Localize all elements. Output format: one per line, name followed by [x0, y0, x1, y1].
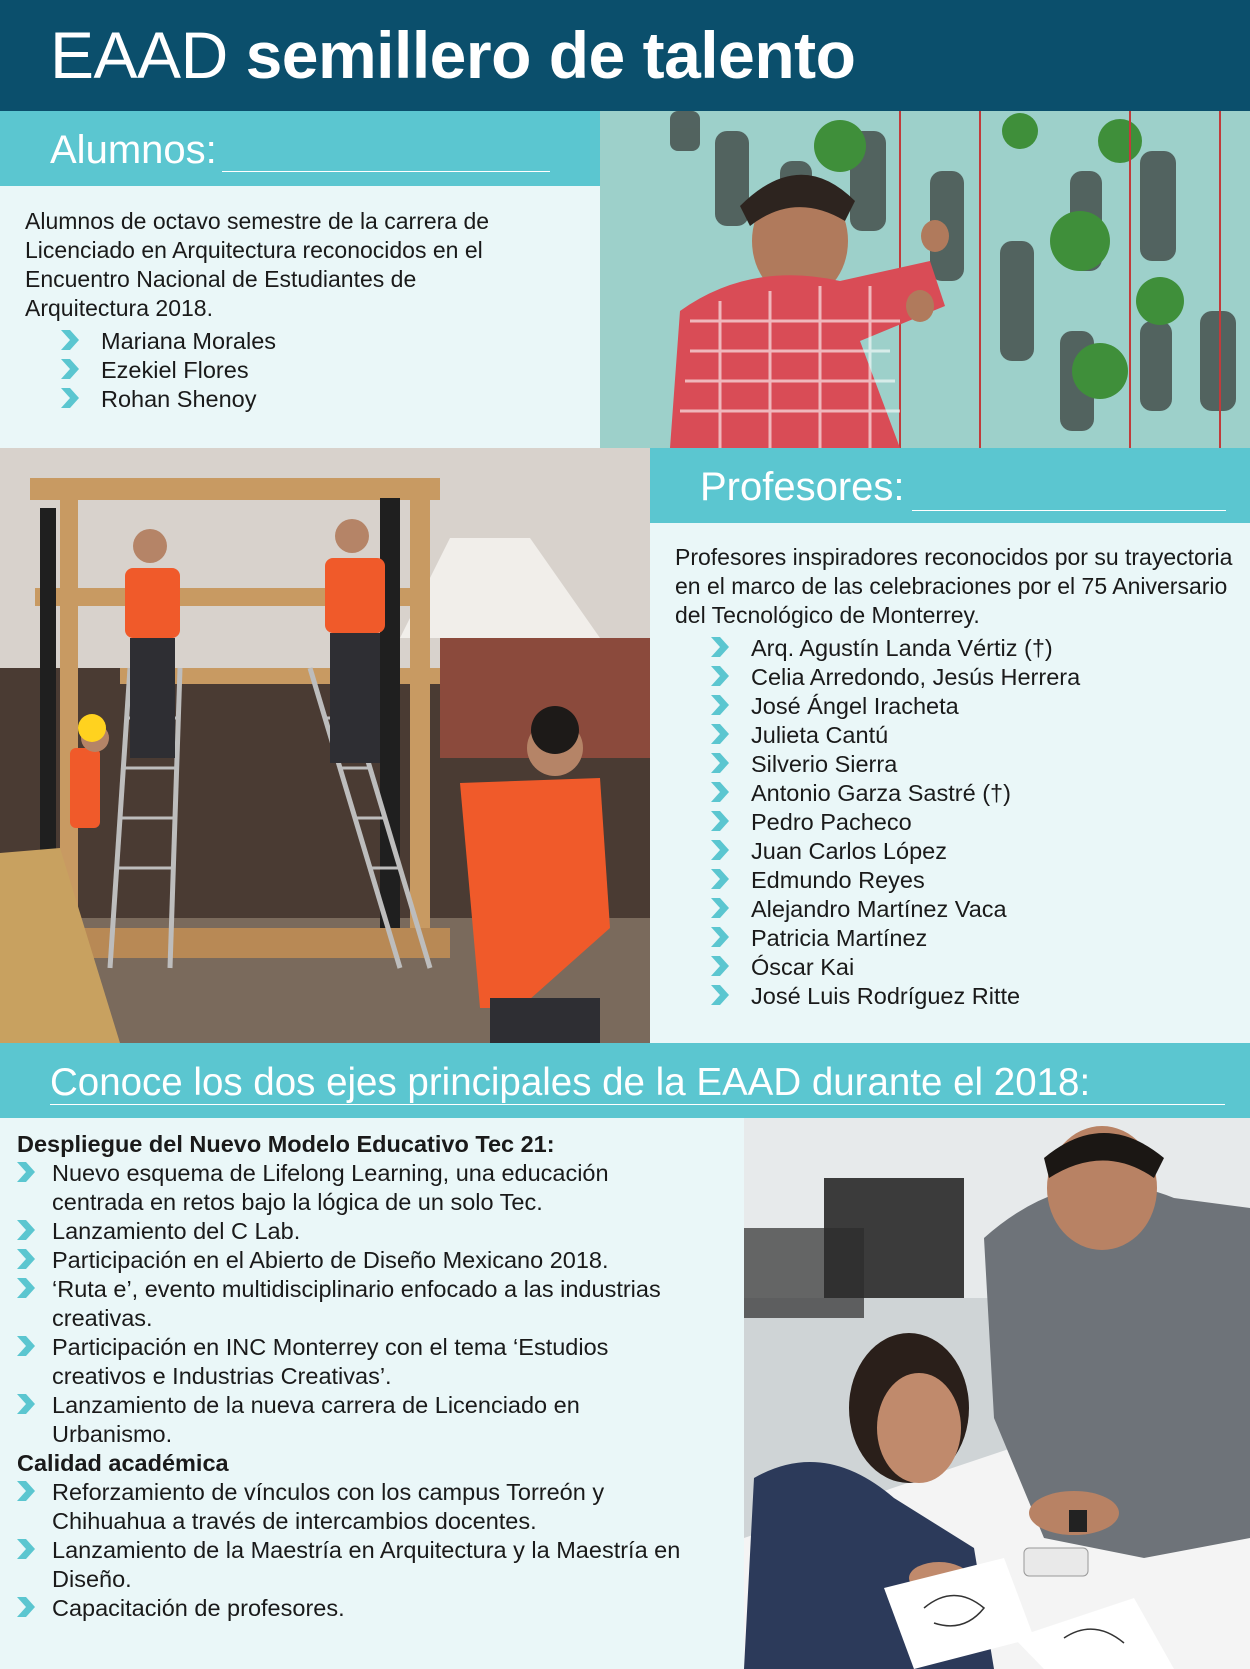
list-item: [61, 385, 276, 414]
list-item-text: Alejandro Martínez Vaca: [751, 896, 1007, 922]
list-item-text: Nuevo esquema de Lifelong Learning, una educación centrada en retos bajo la lógica de un solo Tec.: [52, 1160, 609, 1215]
list-item: [711, 692, 1080, 721]
alumnos-list: [61, 327, 276, 414]
list-item: [17, 1391, 697, 1449]
photo-students-construction: [0, 448, 650, 1043]
chevron-bullet-icon: [61, 330, 79, 350]
chevron-bullet-icon: [17, 1539, 35, 1559]
list-item-text: Óscar Kai: [751, 954, 855, 980]
chevron-bullet-icon: [711, 666, 729, 686]
chevron-bullet-icon: [711, 956, 729, 976]
chevron-bullet-icon: [17, 1162, 35, 1182]
list-item-text: Lanzamiento de la nueva carrera de Licenciado en Urbanismo.: [52, 1392, 580, 1447]
list-item-text: Julieta Cantú: [751, 722, 889, 748]
list-item: [17, 1594, 697, 1623]
list-item-text: Juan Carlos López: [751, 838, 947, 864]
list-item: [17, 1159, 697, 1217]
section-subheading: Calidad académica: [17, 1450, 229, 1476]
list-item-text: Rohan Shenoy: [101, 386, 257, 412]
chevron-bullet-icon: [17, 1481, 35, 1501]
list-item-text: Lanzamiento de la Maestría en Arquitectura y la Maestría en Diseño.: [52, 1537, 681, 1592]
chevron-bullet-icon: [711, 985, 729, 1005]
alumnos-title-underline: [222, 171, 550, 172]
list-item: [17, 1246, 697, 1275]
photo-students-drawing: [744, 1118, 1250, 1669]
list-item: [61, 356, 276, 385]
chevron-bullet-icon: [17, 1220, 35, 1240]
ejes-list: [17, 1130, 697, 1623]
chevron-bullet-icon: [711, 637, 729, 657]
page-header: [0, 0, 1250, 111]
list-item: [711, 953, 1080, 982]
list-item-text: Patricia Martínez: [751, 925, 928, 951]
chevron-bullet-icon: [711, 898, 729, 918]
list-item-text: ‘Ruta e’, evento multidisciplinario enfocado a las industrias creativas.: [52, 1276, 661, 1331]
list-item-text: Capacitación de profesores.: [52, 1595, 345, 1621]
list-item: [711, 750, 1080, 779]
list-item: [711, 721, 1080, 750]
list-item: [711, 663, 1080, 692]
list-item-text: Lanzamiento del C Lab.: [52, 1218, 301, 1244]
chevron-bullet-icon: [61, 359, 79, 379]
list-item: [17, 1478, 697, 1536]
list-item-text: Arq. Agustín Landa Vértiz (†): [751, 635, 1053, 661]
ejes-bar: [0, 1043, 1250, 1118]
list-item-text: Reforzamiento de vínculos con los campus Torreón y Chihuahua a través de intercambios docentes.: [52, 1479, 605, 1534]
profesores-title-underline: [912, 510, 1226, 511]
profesores-bar: [650, 448, 1250, 523]
page-title: [50, 16, 855, 94]
list-item: [711, 895, 1080, 924]
chevron-bullet-icon: [711, 840, 729, 860]
list-item: [711, 982, 1080, 1011]
list-item: [711, 808, 1080, 837]
chevron-bullet-icon: [711, 927, 729, 947]
list-item: [711, 866, 1080, 895]
list-item-text: Mariana Morales: [101, 328, 277, 354]
chevron-bullet-icon: [711, 724, 729, 744]
ejes-title: Conoce los dos ejes principales de la EAAD durante el 2018:: [50, 1061, 1091, 1104]
alumnos-bar: [0, 111, 600, 186]
profesores-title: Profesores:: [700, 465, 905, 509]
list-item: [17, 1275, 697, 1333]
list-item: [17, 1333, 697, 1391]
list-item-text: Participación en INC Monterrey con el tema ‘Estudios creativos e Industrias Creativas’.: [52, 1334, 609, 1389]
chevron-bullet-icon: [17, 1336, 35, 1356]
chevron-bullet-icon: [711, 695, 729, 715]
profesores-description: Profesores inspiradores reconocidos por su trayectoria en el marco de las celebraciones por el 75 Aniversario del Tecnológico de Monterrey.: [675, 544, 1233, 628]
list-item: [711, 779, 1080, 808]
chevron-bullet-icon: [711, 753, 729, 773]
list-item: [711, 634, 1080, 663]
chevron-bullet-icon: [17, 1394, 35, 1414]
list-item-text: Celia Arredondo, Jesús Herrera: [751, 664, 1081, 690]
photo-student-vertical-garden: [600, 111, 1250, 448]
alumnos-panel: [0, 186, 600, 448]
ejes-title-underline: [50, 1104, 1225, 1105]
chevron-bullet-icon: [17, 1597, 35, 1617]
list-item: [711, 924, 1080, 953]
list-item: [61, 327, 276, 356]
chevron-bullet-icon: [17, 1249, 35, 1269]
list-item-text: Pedro Pacheco: [751, 809, 912, 835]
title-light: EAAD: [50, 18, 228, 92]
ejes-panel: [0, 1118, 744, 1669]
list-item-text: Silverio Sierra: [751, 751, 898, 777]
alumnos-description: Alumnos de octavo semestre de la carrera de Licenciado en Arquitectura reconocidos en el Encuentro Nacional de Estudiantes de Arquitectura 2018.: [25, 208, 490, 321]
alumnos-title: Alumnos:: [50, 128, 217, 172]
chevron-bullet-icon: [711, 869, 729, 889]
chevron-bullet-icon: [711, 811, 729, 831]
list-item-text: Antonio Garza Sastré (†): [751, 780, 1011, 806]
section-subheading: Despliegue del Nuevo Modelo Educativo Tec 21:: [17, 1131, 555, 1157]
list-item-text: Participación en el Abierto de Diseño Mexicano 2018.: [52, 1247, 609, 1273]
chevron-bullet-icon: [17, 1278, 35, 1298]
chevron-bullet-icon: [711, 782, 729, 802]
list-item: [711, 837, 1080, 866]
list-item: [17, 1217, 697, 1246]
title-bold: semillero de talento: [245, 18, 856, 92]
profesores-panel: [650, 523, 1250, 1043]
profesores-list: [711, 634, 1080, 1011]
list-item-text: Ezekiel Flores: [101, 357, 249, 383]
list-item-text: Edmundo Reyes: [751, 867, 925, 893]
list-item-text: José Luis Rodríguez Ritte: [751, 983, 1021, 1009]
list-item: [17, 1536, 697, 1594]
list-item-text: José Ángel Iracheta: [751, 693, 959, 719]
chevron-bullet-icon: [61, 388, 79, 408]
